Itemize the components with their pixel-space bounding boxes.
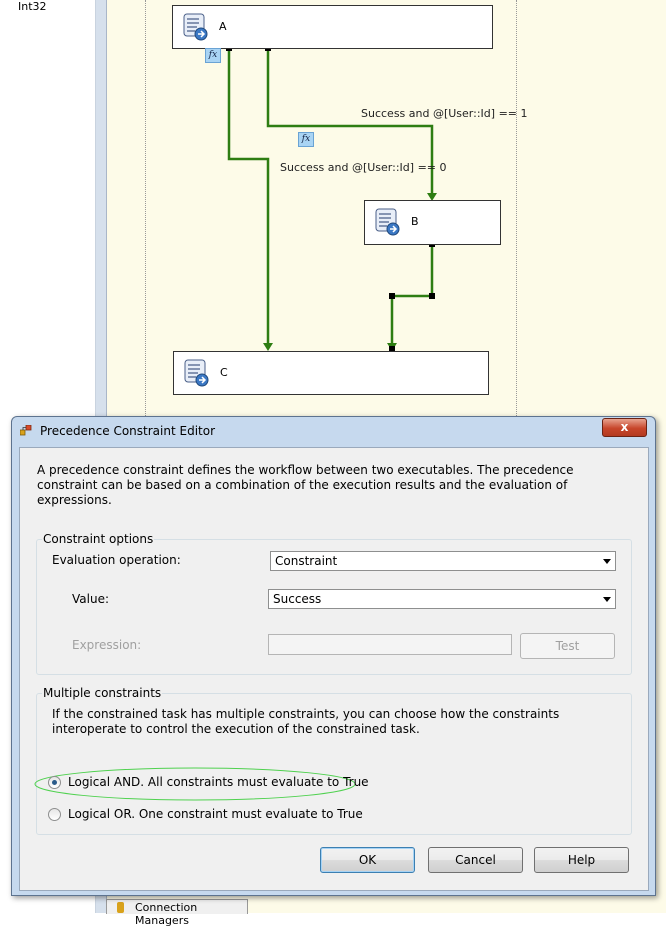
task-b[interactable]: [364, 200, 501, 245]
selected-value: Constraint: [275, 554, 338, 568]
precedence-constraint-editor-dialog: [11, 416, 656, 896]
script-task-icon: [370, 205, 402, 237]
script-task-icon: [179, 356, 211, 388]
constraint-line-a-b[interactable]: [268, 48, 432, 198]
value-select[interactable]: [268, 589, 616, 609]
cancel-button[interactable]: [428, 847, 523, 873]
task-a[interactable]: [172, 5, 493, 49]
expression-input[interactable]: [268, 634, 512, 655]
task-label: B: [411, 215, 419, 228]
test-button[interactable]: [520, 633, 615, 659]
help-button[interactable]: [534, 847, 629, 873]
database-icon: [117, 902, 124, 913]
group-title: Constraint options: [43, 532, 154, 546]
logical-and-radio[interactable]: [48, 775, 428, 791]
evaluation-operation-select[interactable]: [270, 551, 616, 571]
chevron-down-icon: [603, 597, 611, 602]
constraint-label-a-b: Success and @[User::Id] == 1: [361, 107, 528, 120]
dialog-body: [19, 447, 649, 891]
radio-label: Logical OR. One constraint must evaluate to True: [68, 807, 363, 821]
close-icon: x: [620, 420, 629, 434]
fx-icon[interactable]: fx: [298, 132, 314, 147]
evaluation-operation-label: Evaluation operation:: [52, 553, 181, 567]
group-title: Multiple constraints: [43, 686, 162, 700]
close-button[interactable]: [602, 418, 647, 437]
task-label: C: [220, 366, 228, 379]
fx-icon[interactable]: fx: [205, 48, 221, 63]
constraint-editor-icon: [20, 425, 32, 437]
selected-value: Success: [273, 592, 322, 606]
connection-managers-tab[interactable]: [106, 899, 248, 927]
radio-button: [48, 776, 61, 789]
radio-button: [48, 808, 61, 821]
constraint-line-a-c[interactable]: [229, 48, 268, 348]
cancel-button-label: Cancel: [455, 853, 496, 867]
dialog-description: A precedence constraint defines the workflow between two executables. The precedence constraint can be based on a combination of the execution results and the evaluation of expressions.: [37, 463, 574, 507]
multiple-constraints-description: If the constrained task has multiple constraints, you can choose how the constraints interoperate to control the execution of the constrained task.: [52, 707, 560, 736]
value-label: Value:: [72, 592, 109, 606]
constraint-label-a-c: Success and @[User::Id] == 0: [280, 161, 447, 174]
radio-label: Logical AND. All constraints must evaluate to True: [68, 775, 369, 789]
ok-button[interactable]: [320, 847, 415, 873]
task-c[interactable]: [173, 351, 489, 395]
ok-button-label: OK: [358, 853, 377, 867]
script-task-icon: [178, 10, 210, 42]
task-label: A: [219, 20, 227, 33]
title-bar[interactable]: [12, 417, 655, 444]
chevron-down-icon: [603, 559, 611, 564]
dialog-title: Precedence Constraint Editor: [40, 424, 216, 438]
help-button-label: Help: [567, 853, 596, 867]
variable-type-cell: Int32: [18, 0, 47, 13]
test-button-label: Test: [555, 639, 580, 653]
logical-or-radio[interactable]: [48, 807, 428, 823]
constraint-line-b-c[interactable]: [392, 244, 432, 348]
tab-label: Connection Managers: [135, 901, 198, 927]
expression-label: Expression:: [72, 638, 142, 652]
